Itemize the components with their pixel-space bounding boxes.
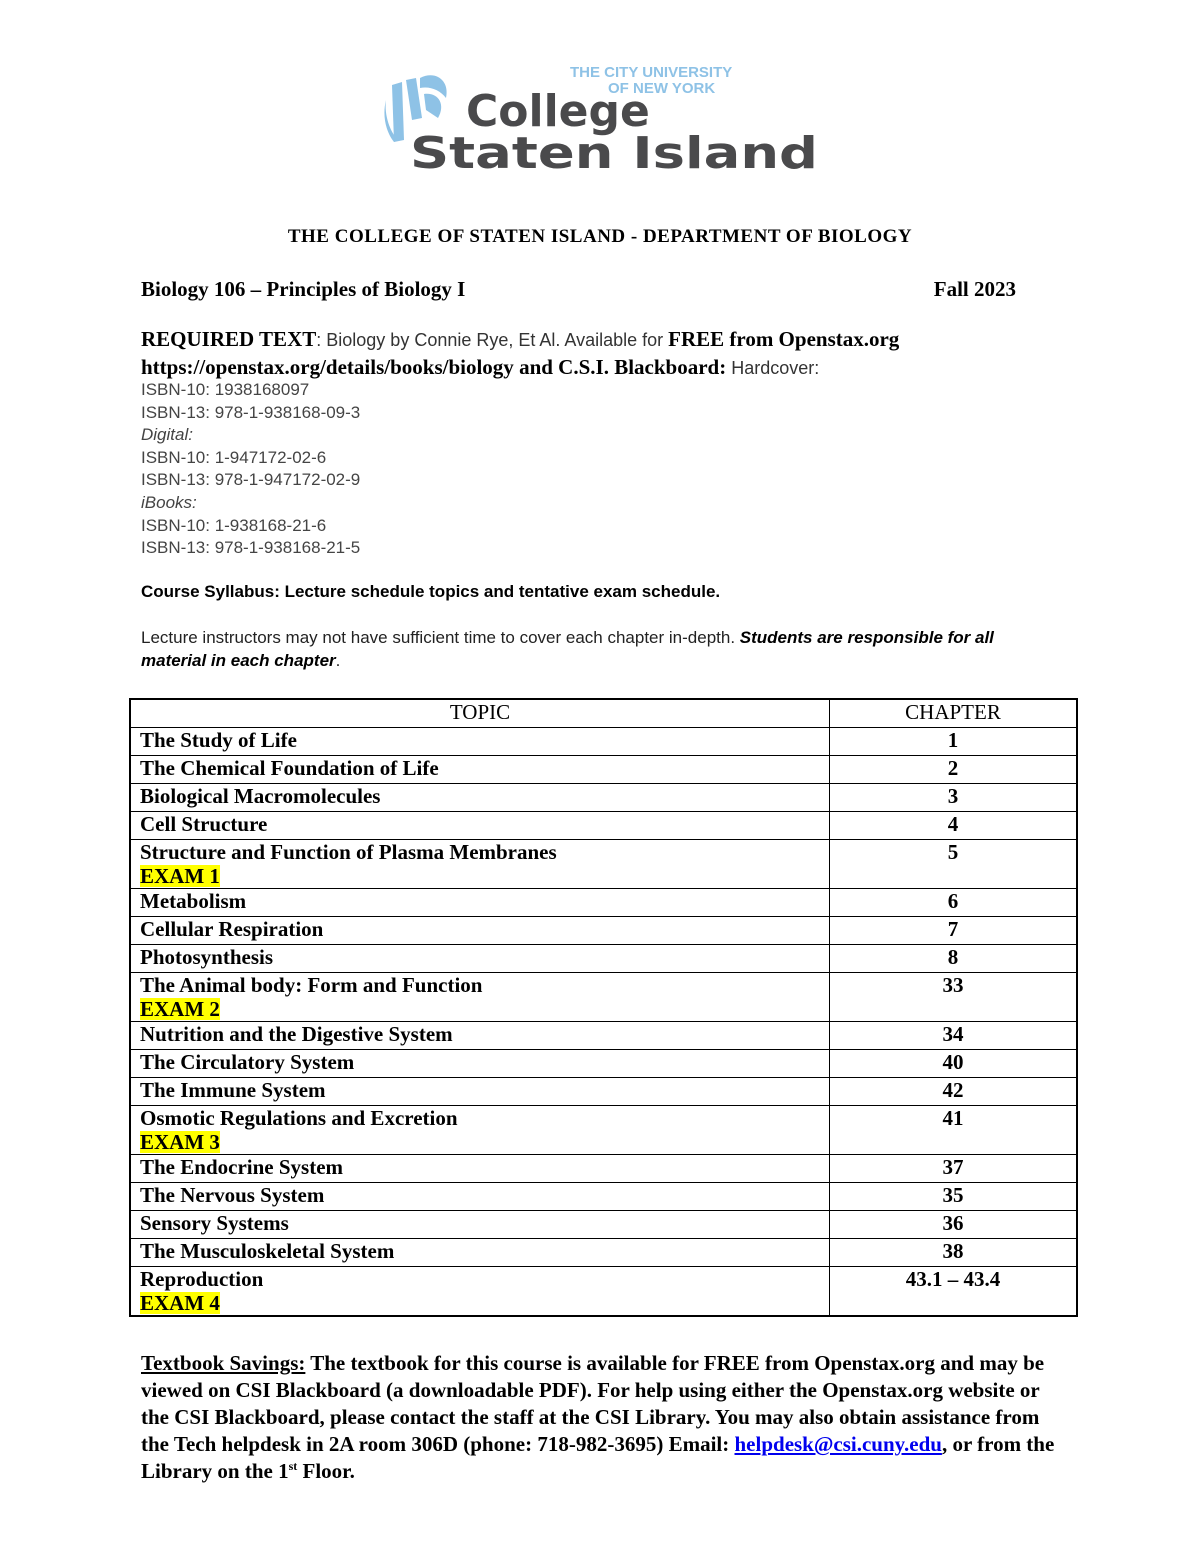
logo-university-line-2: OF NEW YORK bbox=[608, 80, 716, 97]
required-text-blackboard: and C.S.I. Blackboard: bbox=[513, 355, 727, 379]
savings-sup: st bbox=[288, 1459, 298, 1473]
table-header-row bbox=[130, 699, 1077, 728]
chapter-cell: 3 bbox=[830, 784, 1078, 812]
topic-text: The Nervous System bbox=[140, 1183, 325, 1207]
table-row bbox=[130, 1183, 1077, 1211]
course-title: Biology 106 – Principles of Biology I bbox=[141, 277, 466, 301]
table-row bbox=[130, 1078, 1077, 1106]
chapter-cell: 2 bbox=[830, 756, 1078, 784]
lecture-note-text: Lecture instructors may not have sufficient time to cover each chapter in-depth. bbox=[141, 628, 740, 647]
isbn-line: ISBN-13: 978-1-938168-09-3 bbox=[141, 402, 361, 422]
savings-text: The textbook for this course is available for FREE from Openstax.org and may be viewed on CSI Blackboard (a downloadable PDF). For help using either the Openstax.org website or the CSI Blackboard, please contact the staff at the CSI Library. You may also obtain assistance from the Tech helpdesk in 2A room 306D (phone: 718-982-3695) Email: bbox=[141, 1351, 1045, 1456]
table-row bbox=[130, 728, 1077, 756]
topic-text: Nutrition and the Digestive System bbox=[140, 1022, 453, 1046]
department-heading: THE COLLEGE OF STATEN ISLAND - DEPARTMENT OF BIOLOGY bbox=[287, 226, 913, 247]
table-row bbox=[130, 1211, 1077, 1239]
table-row bbox=[130, 973, 1077, 1022]
chapter-cell: 1 bbox=[830, 728, 1078, 756]
required-text-sep: : bbox=[316, 330, 327, 350]
savings-after: , or from the Library on the 1 bbox=[141, 1432, 1055, 1483]
topic-cell bbox=[130, 945, 830, 973]
table-row bbox=[130, 945, 1077, 973]
chapter-cell: 8 bbox=[830, 945, 1078, 973]
exam-badge: EXAM 3 bbox=[140, 1130, 220, 1154]
isbn-line: ISBN-10: 1-938168-21-6 bbox=[141, 515, 327, 535]
table-row bbox=[130, 1022, 1077, 1050]
isbn-list bbox=[141, 379, 360, 560]
topics-table bbox=[129, 698, 1078, 1317]
exam-badge: EXAM 4 bbox=[140, 1291, 220, 1315]
topic-cell bbox=[130, 973, 830, 1022]
required-text-book: Biology by Connie Rye, Et Al. Available for bbox=[326, 330, 669, 350]
chapter-cell: 43.1 – 43.4 bbox=[830, 1267, 1078, 1317]
topic-text: Reproduction bbox=[140, 1267, 264, 1291]
table-row bbox=[130, 812, 1077, 840]
topic-cell bbox=[130, 1106, 830, 1155]
table-row bbox=[130, 1155, 1077, 1183]
logo-college: College bbox=[466, 86, 650, 137]
topic-cell bbox=[130, 1239, 830, 1267]
topic-cell bbox=[130, 812, 830, 840]
topic-text: Cell Structure bbox=[140, 812, 268, 836]
table-row bbox=[130, 840, 1077, 889]
exam-badge: EXAM 1 bbox=[140, 864, 220, 888]
topic-text: The Musculoskeletal System bbox=[140, 1239, 395, 1263]
topic-text: Sensory Systems bbox=[140, 1211, 289, 1235]
required-text-label: REQUIRED TEXT bbox=[141, 327, 317, 351]
course-line bbox=[141, 277, 1016, 302]
chapter-cell: 4 bbox=[830, 812, 1078, 840]
savings-label: Textbook Savings: bbox=[141, 1351, 306, 1375]
table-row bbox=[130, 1239, 1077, 1267]
table-row bbox=[130, 756, 1077, 784]
isbn-line: ISBN-13: 978-1-947172-02-9 bbox=[141, 470, 361, 490]
course-term: Fall 2023 bbox=[933, 277, 1016, 301]
chapter-cell: 5 bbox=[830, 840, 1078, 889]
chapter-cell: 42 bbox=[830, 1078, 1078, 1106]
topic-cell bbox=[130, 1022, 830, 1050]
logo-staten-island: Staten Island bbox=[410, 128, 818, 179]
topic-text: Biological Macromolecules bbox=[140, 784, 381, 808]
chapter-cell: 40 bbox=[830, 1050, 1078, 1078]
college-logo bbox=[380, 60, 830, 180]
topic-cell bbox=[130, 1078, 830, 1106]
topic-cell bbox=[130, 1183, 830, 1211]
helpdesk-email-link[interactable]: helpdesk@csi.cuny.edu bbox=[734, 1432, 942, 1456]
topic-text: Cellular Respiration bbox=[140, 917, 324, 941]
topic-text: The Animal body: Form and Function bbox=[140, 973, 483, 997]
required-text-free: FREE from Openstax.org bbox=[668, 327, 900, 351]
chapter-cell: 7 bbox=[830, 917, 1078, 945]
topic-cell bbox=[130, 1267, 830, 1317]
header-topic: TOPIC bbox=[130, 699, 830, 728]
topic-text: The Chemical Foundation of Life bbox=[140, 756, 439, 780]
required-text bbox=[141, 326, 1061, 382]
topic-cell bbox=[130, 889, 830, 917]
isbn-format-label: Digital: bbox=[141, 425, 193, 445]
topic-text: Osmotic Regulations and Excretion bbox=[140, 1106, 458, 1130]
chapter-cell: 34 bbox=[830, 1022, 1078, 1050]
chapter-cell: 33 bbox=[830, 973, 1078, 1022]
openstax-url[interactable]: https://openstax.org/details/books/biology bbox=[141, 355, 514, 379]
topic-text: Photosynthesis bbox=[140, 945, 274, 969]
isbn-line: ISBN-10: 1-947172-02-6 bbox=[141, 447, 327, 467]
required-text-hardcover: Hardcover: bbox=[726, 358, 820, 378]
topic-text: The Circulatory System bbox=[140, 1050, 355, 1074]
syllabus-heading: Course Syllabus: Lecture schedule topics and tentative exam schedule. bbox=[141, 582, 721, 601]
topic-text: The Study of Life bbox=[140, 728, 297, 752]
chapter-cell: 35 bbox=[830, 1183, 1078, 1211]
topic-cell bbox=[130, 917, 830, 945]
logo-university-line-1: THE CITY UNIVERSITY bbox=[570, 64, 733, 81]
table-row bbox=[130, 1106, 1077, 1155]
topic-text: Metabolism bbox=[140, 889, 247, 913]
chapter-cell: 38 bbox=[830, 1239, 1078, 1267]
chapter-cell: 37 bbox=[830, 1155, 1078, 1183]
topic-cell bbox=[130, 840, 830, 889]
lecture-note bbox=[141, 626, 1041, 672]
chapter-cell: 36 bbox=[830, 1211, 1078, 1239]
exam-badge: EXAM 2 bbox=[140, 997, 220, 1021]
isbn-line: ISBN-13: 978-1-938168-21-5 bbox=[141, 538, 361, 558]
topic-cell bbox=[130, 756, 830, 784]
table-row bbox=[130, 784, 1077, 812]
topic-text: The Endocrine System bbox=[140, 1155, 344, 1179]
textbook-savings bbox=[141, 1350, 1061, 1485]
lecture-note-emphasis: Students are responsible for all material in each chapter bbox=[141, 628, 994, 670]
table-row bbox=[130, 889, 1077, 917]
topic-text: Structure and Function of Plasma Membranes bbox=[140, 840, 557, 864]
topic-text: The Immune System bbox=[140, 1078, 326, 1102]
isbn-format-label: iBooks: bbox=[141, 492, 197, 512]
lecture-note-end: . bbox=[335, 651, 341, 670]
topic-cell bbox=[130, 1211, 830, 1239]
topic-cell bbox=[130, 728, 830, 756]
table-row bbox=[130, 917, 1077, 945]
topic-cell bbox=[130, 1155, 830, 1183]
table-row bbox=[130, 1267, 1077, 1317]
chapter-cell: 6 bbox=[830, 889, 1078, 917]
topic-cell bbox=[130, 1050, 830, 1078]
table-row bbox=[130, 1050, 1077, 1078]
isbn-line: ISBN-10: 1938168097 bbox=[141, 380, 310, 399]
header-chapter: CHAPTER bbox=[830, 699, 1078, 728]
topic-cell bbox=[130, 784, 830, 812]
chapter-cell: 41 bbox=[830, 1106, 1078, 1155]
savings-end: Floor. bbox=[297, 1459, 355, 1483]
